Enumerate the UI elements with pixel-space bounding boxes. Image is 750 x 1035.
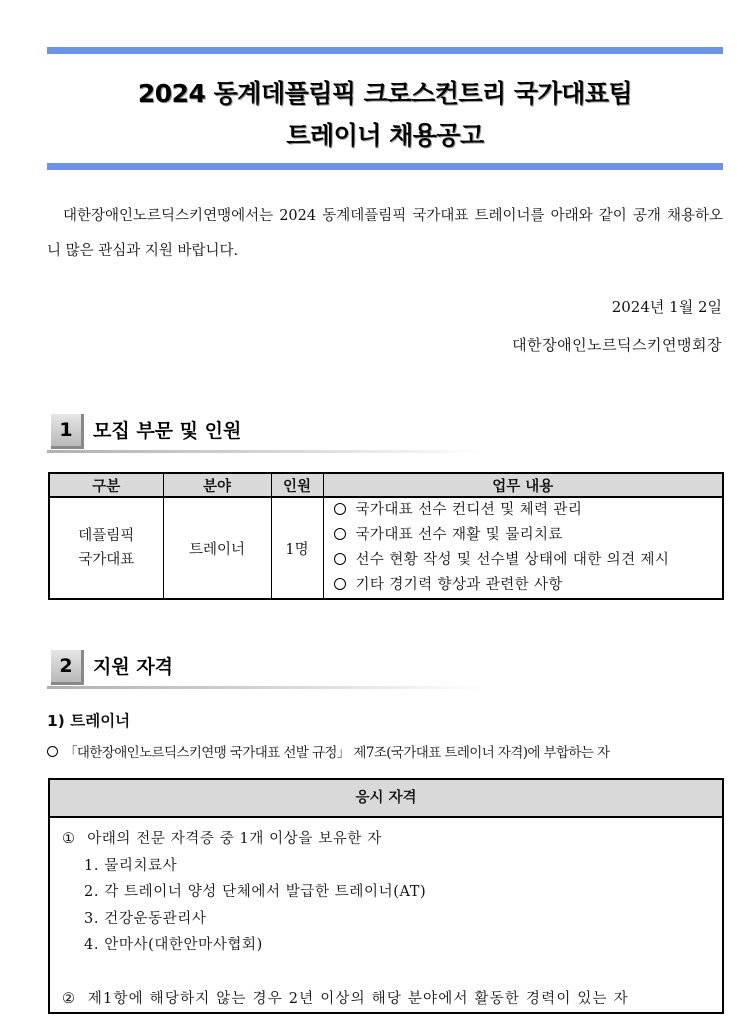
section-2-title: 지원 자격: [93, 656, 174, 678]
section-1-heading: [47, 414, 487, 454]
cell-category: [49, 497, 163, 599]
list-item: [334, 498, 723, 523]
list-item: [334, 548, 723, 573]
header-duties: 업무 내용: [323, 473, 723, 497]
item-1-number: ①: [62, 831, 76, 847]
intro-paragraph: 대한장애인노르딕스키연맹에서는 2024 동계데플림픽 국가대표 트레이너를 아래와 같이 공개 채용하오니 많은 관심과 지원 바랍니다.: [47, 208, 723, 259]
header-field: 분야: [163, 473, 271, 497]
category-line-2: 국가대표: [78, 552, 135, 568]
section-2-underline: [47, 686, 487, 689]
cell-field: 트레이너: [163, 497, 271, 599]
list-item: 1. 물리치료사: [84, 857, 178, 874]
subsection-title: 1) 트레이너: [47, 712, 131, 730]
duty-list: [324, 498, 723, 598]
bullet-circle-icon: [334, 503, 346, 515]
item-2-number: ②: [62, 990, 77, 1007]
list-item: [334, 573, 723, 598]
section-1-number-badge: 1: [51, 414, 84, 449]
recruitment-table: [48, 472, 724, 600]
cell-count: 1명: [271, 497, 323, 599]
qualification-box: [48, 778, 724, 1014]
list-item: 2. 각 트레이너 양성 단체에서 발급한 트레이너(AT): [84, 884, 427, 900]
cell-duties: [323, 497, 723, 599]
duty-text: 기타 경기력 향상과 관련한 사항: [355, 577, 563, 593]
bullet-circle-icon: [334, 553, 346, 565]
item-1-text: 아래의 전문 자격증 중 1개 이상을 보유한 자: [87, 831, 382, 847]
bullet-circle-icon: [334, 528, 346, 540]
list-item: [334, 523, 723, 548]
duty-text: 국가대표 선수 컨디션 및 체력 관리: [355, 502, 583, 518]
list-item: 4. 안마사(대한안마사협회): [84, 937, 263, 953]
bullet-circle-icon: [47, 746, 58, 757]
qualification-item-1: [62, 826, 710, 853]
duty-text: 국가대표 선수 재활 및 물리치료: [355, 527, 563, 543]
category-line-1: 데플림픽: [78, 528, 135, 544]
spacer: [62, 959, 710, 986]
header-category: 구분: [49, 473, 163, 497]
table-header-row: [49, 473, 723, 497]
table-row: [49, 497, 723, 599]
bottom-blue-rule: [47, 163, 723, 170]
qualification-item-2: [62, 986, 710, 1013]
list-item: 3. 건강운동관리사: [84, 910, 207, 927]
bullet-circle-icon: [334, 578, 346, 590]
section-1-title: 모집 부문 및 인원: [93, 420, 242, 442]
organization-signature: 대한장애인노르딕스키연맹회장: [512, 336, 722, 354]
section-1-underline: [47, 450, 487, 453]
requirement-line: [47, 741, 727, 761]
duty-text: 선수 현황 작성 및 선수별 상태에 대한 의견 제시: [355, 552, 670, 568]
header-count: 인원: [271, 473, 323, 497]
title-line-2: 트레이너 채용공고: [286, 121, 484, 150]
section-2-heading: [47, 650, 487, 690]
item-2-text: 제1항에 해당하지 않는 경우 2년 이상의 해당 분야에서 활동한 경력이 있는 자: [87, 990, 629, 1007]
qualification-box-body: [50, 818, 722, 1012]
top-blue-rule: [47, 47, 723, 54]
title-line-1: 2024 동계데플림픽 크로스컨트리 국가대표팀: [137, 79, 633, 108]
qualification-box-header: 응시 자격: [50, 780, 722, 818]
section-2-number-badge: 2: [51, 650, 84, 685]
requirement-text: 「대한장애인노르딕스키연맹 국가대표 선발 규정」 제7조(국가대표 트레이너 자격)에 부합하는 자: [64, 745, 610, 761]
announcement-date: 2024년 1월 2일: [611, 298, 722, 316]
